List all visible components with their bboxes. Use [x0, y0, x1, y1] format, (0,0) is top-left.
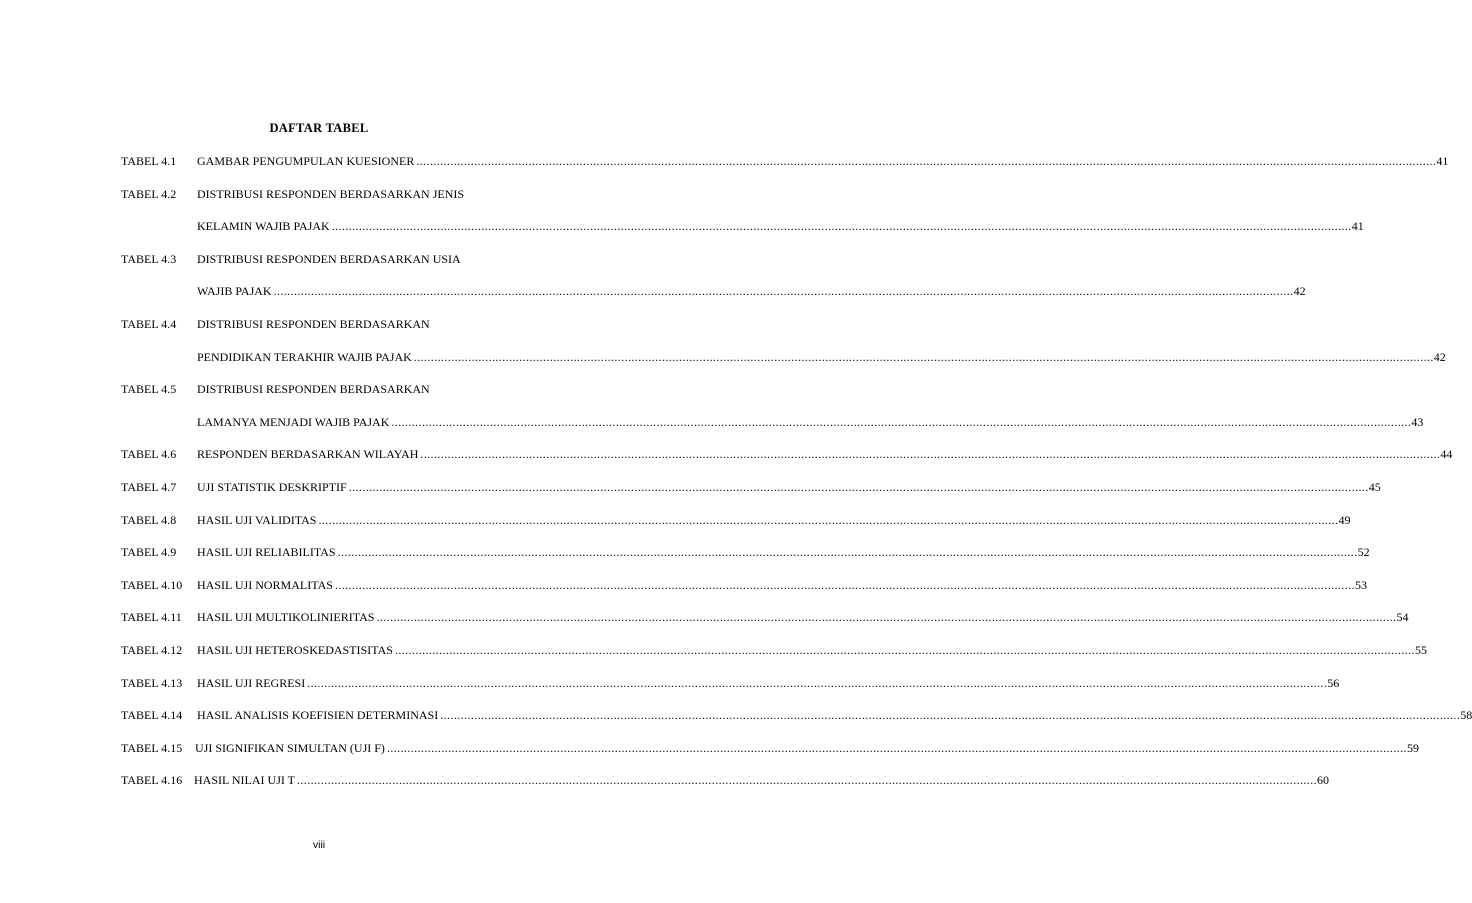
table-title: RESPONDEN BERDASARKAN WILAYAH	[197, 447, 419, 462]
toc-line	[121, 446, 1453, 462]
table-number: TABEL 4.12	[121, 643, 183, 657]
dot-leader: ............................................................................................................................................................................................................................................................................................................	[413, 349, 1434, 364]
table-title: GAMBAR PENGUMPULAN KUESIONER	[197, 154, 415, 168]
table-title: LAMANYA MENJADI WAJIB PAJAK	[197, 414, 390, 429]
page-reference: 43	[1411, 414, 1424, 429]
dot-leader: ............................................................................................................................................................................................................................................................................................................	[297, 773, 1317, 788]
table-number: TABEL 4.8	[121, 512, 177, 527]
dot-leader: ............................................................................................................................................................................................................................................................................................................	[416, 154, 1437, 168]
table-number: TABEL 4.3	[121, 251, 177, 266]
page-reference: 45	[1368, 480, 1381, 494]
dot-leader: ............................................................................................................................................................................................................................................................................................................	[273, 284, 1294, 299]
toc-line	[121, 251, 536, 267]
page-reference: 52	[1357, 545, 1370, 560]
dot-leader: ............................................................................................................................................................................................................................................................................................................	[331, 219, 1352, 234]
table-title: PENDIDIKAN TERAKHIR WAJIB PAJAK	[197, 349, 412, 364]
table-number: TABEL 4.5	[121, 382, 177, 397]
toc-line	[121, 316, 536, 332]
table-number: TABEL 4.15	[121, 740, 183, 755]
dot-leader: ............................................................................................................................................................................................................................................................................................................	[391, 414, 1412, 429]
page-reference: 55	[1414, 643, 1427, 657]
toc-line	[121, 609, 1409, 625]
page-reference: 58	[1460, 708, 1472, 723]
dot-leader: ............................................................................................................................................................................................................................................................................................................	[394, 643, 1415, 657]
toc-line	[121, 381, 536, 397]
dot-leader: ............................................................................................................................................................................................................................................................................................................	[307, 675, 1328, 690]
page-reference: 44	[1440, 447, 1453, 462]
toc-line	[121, 218, 1364, 234]
page-reference: 42	[1293, 284, 1306, 299]
table-title: HASIL UJI MULTIKOLINIERITAS	[197, 610, 375, 625]
toc-line	[121, 707, 1472, 723]
toc-line	[121, 642, 1427, 658]
table-number: TABEL 4.13	[121, 675, 183, 690]
dot-leader: ............................................................................................................................................................................................................................................................................................................	[334, 577, 1355, 592]
page-reference: 41	[1351, 219, 1364, 234]
dot-leader: ............................................................................................................................................................................................................................................................................................................	[376, 610, 1397, 625]
table-number: TABEL 4.1	[121, 154, 177, 168]
toc-line	[121, 675, 1340, 691]
toc-line	[121, 512, 1351, 528]
toc-line	[121, 772, 1329, 788]
page-reference: 54	[1396, 610, 1409, 625]
toc-line	[121, 414, 1424, 430]
toc-line	[121, 186, 536, 202]
table-number: TABEL 4.7	[121, 480, 177, 494]
toc-line	[121, 544, 1370, 560]
table-title: UJI SIGNIFIKAN SIMULTAN (UJI F)	[195, 740, 385, 755]
page-reference: 60	[1317, 773, 1329, 788]
dot-leader: ............................................................................................................................................................................................................................................................................................................	[420, 447, 1441, 462]
dot-leader: ............................................................................................................................................................................................................................................................................................................	[386, 740, 1407, 755]
table-title: WAJIB PAJAK	[197, 284, 272, 299]
page-reference: 56	[1327, 675, 1340, 690]
table-title: HASIL ANALISIS KOEFISIEN DETERMINASI	[197, 708, 439, 723]
toc-line	[121, 283, 1306, 299]
table-number: TABEL 4.2	[121, 186, 177, 201]
toc-line	[121, 153, 1449, 169]
table-title: HASIL UJI REGRESI	[197, 675, 306, 690]
table-title: HASIL UJI VALIDITAS	[197, 512, 317, 527]
page-reference: 41	[1436, 154, 1449, 168]
page-title: DAFTAR TABEL	[269, 121, 369, 135]
table-number: TABEL 4.11	[121, 610, 182, 625]
page-reference: 49	[1338, 512, 1351, 527]
table-title: HASIL UJI RELIABILITAS	[197, 545, 336, 560]
toc-line	[121, 577, 1367, 593]
table-title: HASIL UJI NORMALITAS	[197, 577, 333, 592]
toc-line	[121, 740, 1419, 756]
page-reference: 42	[1433, 349, 1446, 364]
dot-leader: ............................................................................................................................................................................................................................................................................................................	[348, 480, 1369, 494]
toc-line	[121, 349, 1446, 365]
table-number: TABEL 4.10	[121, 577, 183, 592]
table-title: DISTRIBUSI RESPONDEN BERDASARKAN JENIS	[197, 186, 465, 201]
dot-leader: ............................................................................................................................................................................................................................................................................................................	[337, 545, 1358, 560]
page-reference: 53	[1354, 577, 1367, 592]
table-number: TABEL 4.14	[121, 708, 183, 723]
page-reference: 59	[1406, 740, 1419, 755]
table-number: TABEL 4.4	[121, 317, 177, 331]
table-title: HASIL NILAI UJI T	[194, 773, 295, 788]
table-number: TABEL 4.16	[121, 773, 183, 788]
table-title: DISTRIBUSI RESPONDEN BERDASARKAN	[197, 382, 430, 397]
dot-leader: ............................................................................................................................................................................................................................................................................................................	[440, 708, 1461, 723]
toc-line	[121, 479, 1381, 495]
table-number: TABEL 4.9	[121, 545, 177, 560]
table-title: DISTRIBUSI RESPONDEN BERDASARKAN USIA	[197, 251, 461, 266]
table-number: TABEL 4.6	[121, 447, 177, 462]
dot-leader: ............................................................................................................................................................................................................................................................................................................	[318, 512, 1339, 527]
table-title: KELAMIN WAJIB PAJAK	[197, 219, 330, 234]
table-title: UJI STATISTIK DESKRIPTIF	[197, 480, 347, 494]
table-title: DISTRIBUSI RESPONDEN BERDASARKAN	[197, 317, 430, 331]
table-title: HASIL UJI HETEROSKEDASTISITAS	[197, 643, 393, 657]
page-number: viii	[312, 839, 326, 851]
